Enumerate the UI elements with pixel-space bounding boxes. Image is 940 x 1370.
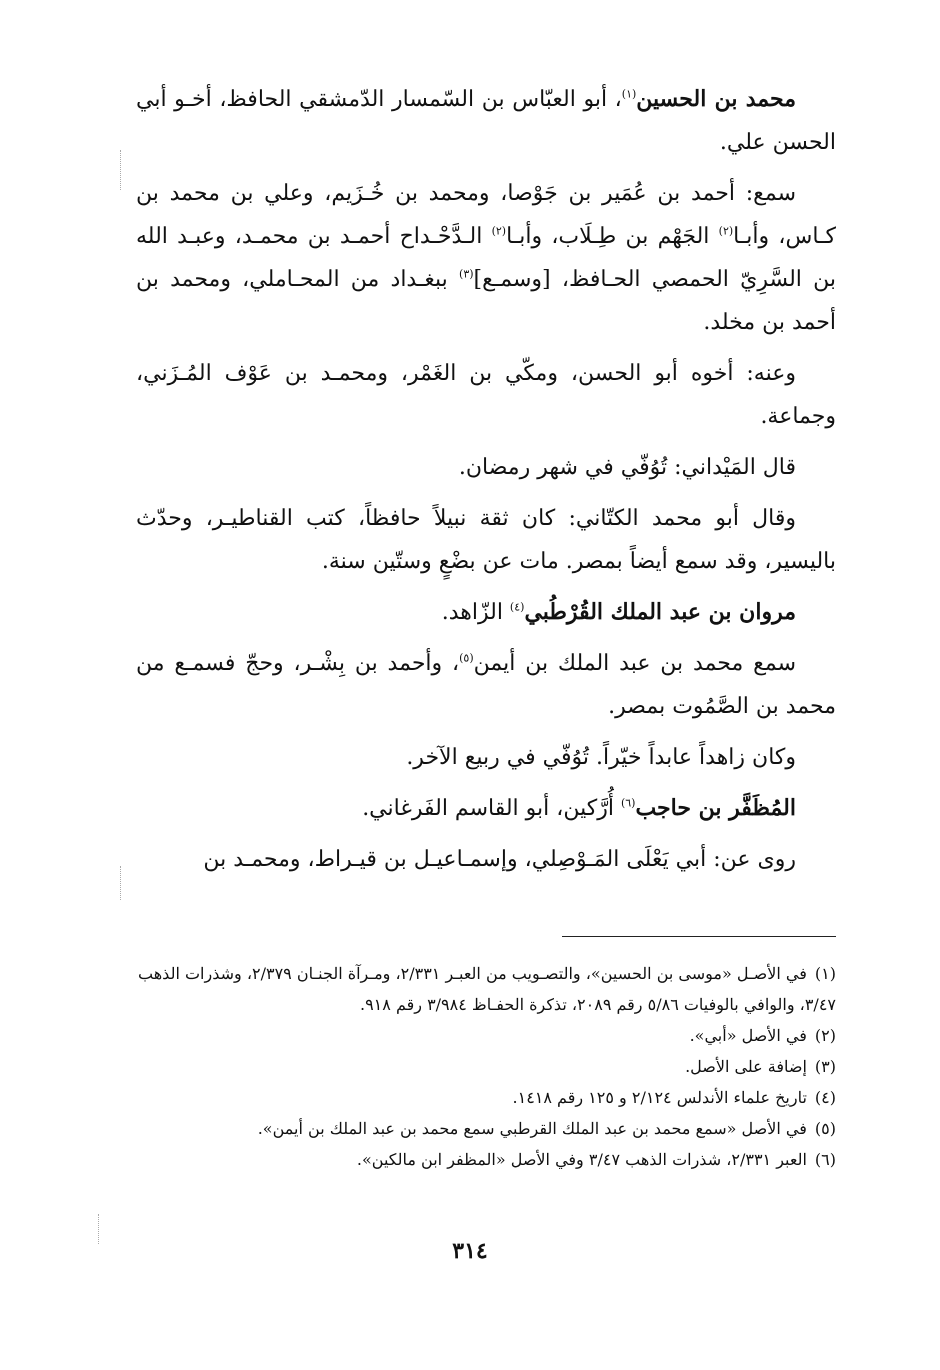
footnote-item bbox=[136, 1020, 836, 1051]
footnote-number: (١) bbox=[814, 964, 836, 983]
entry-paragraph bbox=[136, 736, 836, 779]
footnote-ref: (٥) bbox=[459, 651, 474, 665]
entry-text: ، وأحمد بن بِشْـر، وحجّ فسمـع من محمد بن الصَّمُوت بمصر. bbox=[136, 651, 836, 719]
entry-text: الزّاهد. bbox=[441, 600, 510, 625]
entry-text: الـدَّحْـداح أحمـد بن محمـد، وعبـد الله بن السَّرِيّ الحمصي الحـافظ، [وسمـع] bbox=[136, 224, 836, 292]
entry-text: وكان زاهداً عابداً خيّراً. تُوُفّي في ربيع الآخر. bbox=[406, 745, 796, 770]
main-text bbox=[136, 78, 836, 889]
footnote-ref: (٢) bbox=[718, 224, 734, 238]
entry-text: سمع: أحمد بن عُمَير بن جَوْصا، ومحمد بن خُـزَيم، وعلي بن محمد بن كـاس، وأبـا bbox=[136, 181, 836, 249]
footnote-ref: (٤) bbox=[509, 600, 525, 614]
biography-name: مروان بن عبد الملك القُرْطُبي bbox=[524, 599, 796, 625]
footnote-text: في الأصـل «موسى بن الحسين»، والتصـويب من العبـر ٢/٣٣١، ومـرآة الجنـان ٢/٣٧٩، وشذرات الذهب ٣/٤٧، والوافي بالوفيات ٥/٨٦ رقم ٢٠٨٩، تذكرة الحفـاظ ٣/٩٨٤ رقم ٩١٨. bbox=[138, 964, 836, 1014]
footnote-number: (٢) bbox=[814, 1026, 836, 1045]
entry-text: وقال أبو محمد الكتّاني: كان ثقة نبيلاً حافظاً، كتب القناطيـر، وحدّث باليسير، وقد سمع أيضاً بمصر. مات عن بضْعٍ وستّين سنة. bbox=[136, 506, 836, 574]
entry-text: الجَهْم بن طِـلَاب، وأبـا bbox=[506, 224, 719, 249]
entry-paragraph bbox=[136, 352, 836, 438]
footnote-item bbox=[136, 958, 836, 1020]
footnotes bbox=[136, 958, 836, 1175]
footnote-separator bbox=[562, 936, 836, 937]
footnote-text: في الأصل «سمع محمد بن عبد الملك القرطبي سمع محمد بن عبد الملك بن أيمن». bbox=[257, 1119, 807, 1138]
entry-paragraph bbox=[136, 642, 836, 728]
footnote-number: (٤) bbox=[814, 1088, 836, 1107]
entry-text: ببغـداد من المحـاملي، ومحمد بن أحمد بن مخلد. bbox=[136, 267, 836, 335]
entry-heading-paragraph bbox=[136, 787, 836, 830]
footnote-number: (٣) bbox=[814, 1057, 836, 1076]
biography-name: المُظَفَّر بن حاجب bbox=[635, 795, 796, 821]
entry-text: أُرَّكين، أبو القاسم الفَرغاني. bbox=[362, 796, 621, 821]
entry-text: وعنه: أخوه أبو الحسن، ومكّي بن الغَمْر، ومحمـد بن عَوْف المُـزَني، وجماعة. bbox=[136, 361, 836, 429]
entry-paragraph bbox=[136, 497, 836, 583]
footnote-ref: (٢) bbox=[491, 224, 507, 238]
footnote-text: العبر ٢/٣٣١، شذرات الذهب ٣/٤٧ وفي الأصل «المظفر ابن مالكين». bbox=[356, 1150, 807, 1169]
page-number: ٣١٤ bbox=[452, 1238, 488, 1264]
footnote-ref: (٦) bbox=[620, 796, 636, 810]
entry-text: سمع محمد بن عبد الملك بن أيمن bbox=[473, 651, 797, 676]
entry-heading-paragraph bbox=[136, 78, 836, 164]
footnote-item bbox=[136, 1051, 836, 1082]
footnote-text: إضافة على الأصل. bbox=[685, 1057, 807, 1076]
entry-text: قال المَيْداني: تُوُفّي في شهر رمضان. bbox=[458, 455, 796, 480]
entry-paragraph bbox=[136, 838, 836, 881]
entry-paragraph bbox=[136, 446, 836, 489]
footnote-item bbox=[136, 1113, 836, 1144]
footnote-ref: (١) bbox=[621, 87, 637, 101]
scan-margin-mark bbox=[120, 150, 121, 190]
footnote-item bbox=[136, 1082, 836, 1113]
footnote-text: تاريخ علماء الأندلس ٢/١٢٤ و ١٢٥ رقم ١٤١٨. bbox=[512, 1088, 807, 1107]
biography-name: محمد بن الحسين bbox=[636, 86, 797, 112]
entry-paragraph bbox=[136, 172, 836, 344]
entry-text: روى عن: أبي يَعْلَى المَـوْصِلي، وإسمـاعيـل بن قيـراط، ومحمـد بن bbox=[203, 847, 796, 872]
footnote-text: في الأصل «أبي». bbox=[689, 1026, 807, 1045]
footnote-ref: (٣) bbox=[459, 267, 474, 281]
scan-margin-mark bbox=[120, 866, 121, 900]
footnote-number: (٦) bbox=[814, 1150, 836, 1169]
footnote-item bbox=[136, 1144, 836, 1175]
footnote-number: (٥) bbox=[814, 1119, 836, 1138]
entry-text: ، أبو العبّاس بن السّمسار الدّمشقي الحافظ، أخـو أبي الحسن علي. bbox=[136, 87, 836, 155]
entry-heading-paragraph bbox=[136, 591, 836, 634]
scan-margin-mark bbox=[98, 1214, 99, 1244]
